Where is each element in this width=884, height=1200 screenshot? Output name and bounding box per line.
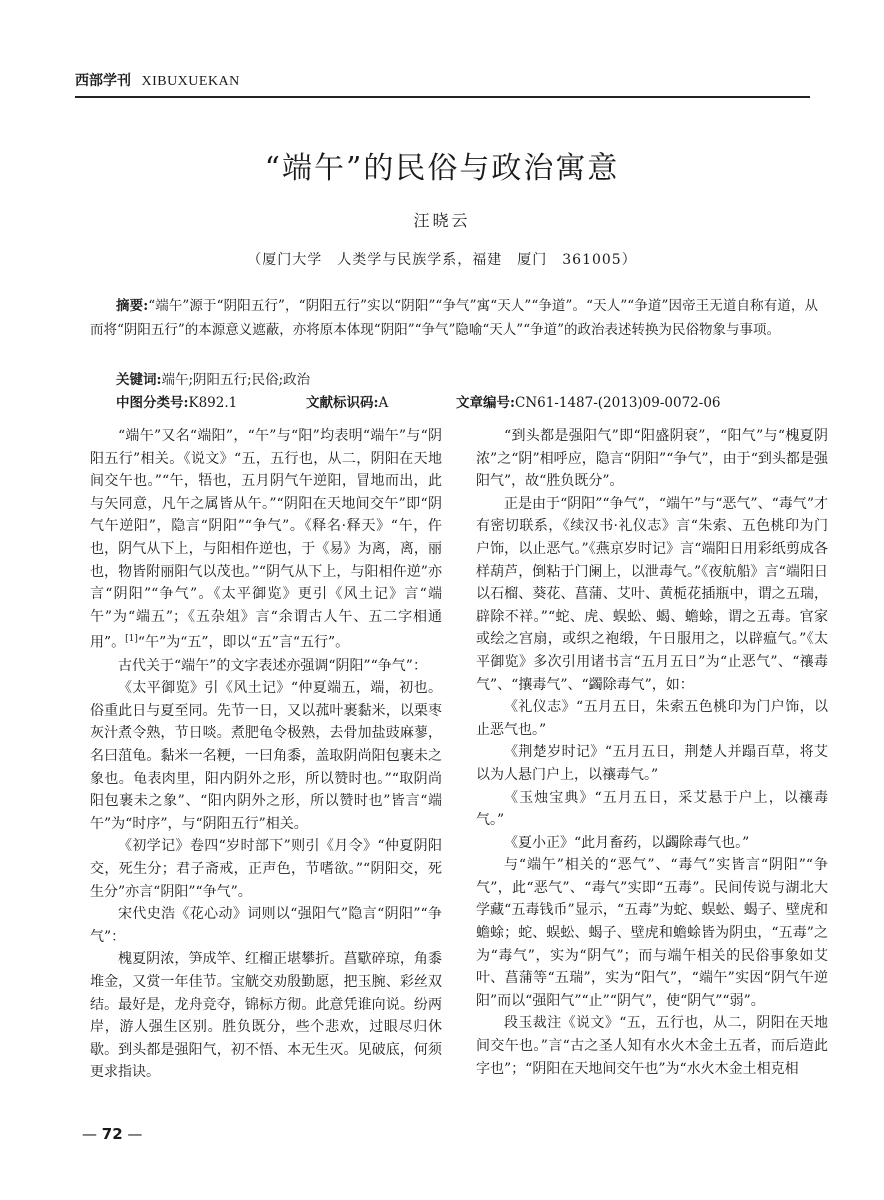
abstract-text: “端午”源于“阴阳五行”，“阴阳五行”实以“阴阳”“争气”寓“天人”“争道”。“天人”“争道”因帝王无道自称有道，从而将“阴阳五行”的本源意义遮蔽，亦将原本体现“阴阳”“争气”隐喻“天人”“争道”的政治表述转换为民俗物象与事项。 [90, 298, 819, 338]
abstract [90, 294, 818, 342]
clc-label: 中图分类号: [116, 395, 189, 411]
paragraph: 《太平御览》引《风土记》“仲夏端五，端，初也。俗重此日与夏至同。先节一日，又以菰叶裹黏米，以栗枣灰汁煮令熟，节日啖。煮肥龟令极熟，去骨加盐豉麻蓼，名曰菹龟。黏米一名粳，一曰角黍，盖取阴尚阳包裹未之象也。龟表肉里，阳内阴外之形，所以赞时也。”“取阴尚阳包裹未之象”、“阳内阴外之形，所以赞时也”皆言“端午”为“时序”，与“阴阳五行”相关。 [90, 680, 442, 832]
article-title: “端午”的民俗与政治寓意 [264, 151, 620, 186]
keywords [116, 369, 310, 391]
paragraph: 《夏小正》“此月畜药，以蠲除毒气也。” [504, 834, 750, 851]
body-column-left [90, 425, 442, 1084]
paragraph-text: “端午”又名“端阳”，“午”与“阳”均表明“端午”与“阴阳五行”相关。《说文》“五，五行也，从二，阴阳在天地间交午也。”“午，牾也，五月阴气午逆阳，冒地而出，此与矢同意，凡午之属皆从午。”“阴阳在天地间交午”即“阴气午逆阳”，隐言“阴阳”“争气”。《释名·释天》“午，仵也，阴气从下上，与阳相仵逆也，于《易》为离，离，丽也，物皆附丽阳气以茂也。”“阴气从下上，与阳相仵逆”亦言“阴阳”“争气”。《太平御览》更引《风土记》言“端午”为“端五”；《五杂俎》言“余谓古人午、五二字相通用”。 [90, 428, 442, 651]
paragraph: 槐夏阴浓，笋成竿、红榴正堪攀折。菖歜碎琼，角黍堆金，又赏一年佳节。宝觥交劝殷勤愿，把玉腕、彩丝双结。最好是，龙舟竞夺，锦标方彻。此意凭谁向说。纷两岸，游人强生区别。胜负既分，些个悲欢，过眼尽归休歇。到头都是强阳气，初不悟、本无生灭。见破底，何须更求指诀。 [90, 951, 442, 1081]
running-header [75, 70, 810, 98]
clc-value: K892.1 [188, 395, 238, 411]
clc-number [116, 392, 237, 414]
paragraph: 《初学记》卷四“岁时部下”则引《月令》“仲夏阴阳交，死生分；君子斋戒，正声色，节嗜欲。”“阴阳交，死生分”亦言“阴阳”“争气”。 [90, 838, 442, 900]
paragraph: 段玉裁注《说文》“五，五行也，从二，阴阳在天地间交午也。”言“古之圣人知有水火木金土五者，而后造此字也”；“阴阳在天地间交午也”为“水火木金土相克相 [476, 1015, 828, 1077]
paragraph: 《荆楚岁时记》“五月五日，荆楚人并蹋百草，将艾以为人悬门户上，以禳毒气。” [476, 744, 828, 783]
body-column-right [476, 425, 828, 1080]
journal-name-en: XIBUXUEKAN [141, 74, 240, 89]
journal-name-cn: 西部学刊 [75, 73, 131, 89]
paragraph [90, 425, 442, 655]
art-label: 文章编号: [456, 395, 515, 411]
page-number: — 72 — [82, 1125, 143, 1143]
doc-label: 文献标识码: [306, 395, 379, 411]
abstract-label: 摘要: [116, 298, 149, 314]
art-value: CN61-1487-(2013)09-0072-06 [514, 395, 721, 411]
author-affiliation: （厦门大学 人类学与民族学系，福建 厦门 361005） [247, 252, 637, 268]
paragraph: “到头都是强阳气”即“阳盛阴衰”，“阳气”与“槐夏阴浓”之“阴”相呼应，隐言“阴阳”“争气”，由于“到头都是强阳气”，故“胜负既分”。 [476, 428, 828, 490]
paragraph: 宋代史浩《花心动》词则以“强阳气”隐言“阴阳”“争气”： [90, 906, 442, 945]
article-number [456, 392, 721, 414]
citation-marker: [1] [125, 634, 138, 645]
keywords-label: 关键词: [116, 372, 162, 388]
paragraph: 与“端午”相关的“恶气”、“毒气”实皆言“阴阳”“争气”，此“恶气”、“毒气”实即“五毒”。民间传说与湖北大学藏“五毒钱币”显示，“五毒”为蛇、蜈蚣、蝎子、壁虎和蟾蜍；蛇、蜈蚣、蝎子、壁虎和蟾蜍皆为阴虫，“五毒”之为“毒气”，实为“阴气”；而与端午相关的民俗事象如艾叶、菖蒲等“五瑞”，实为“阳气”，“端午”实因“阴气午逆阳”而以“强阳气”“止”“阴气”，使“阴气”“弱”。 [476, 857, 828, 1009]
doc-code [306, 392, 388, 414]
paragraph: 《礼仪志》“五月五日，朱索五色桃印为门户饰，以止恶气也。” [476, 699, 828, 738]
paragraph: 古代关于“端午”的文字表述亦强调“阴阳”“争气”： [118, 657, 427, 674]
keywords-text: 端午;阴阳五行;民俗;政治 [161, 372, 311, 388]
doc-value: A [378, 395, 389, 411]
paragraph: 《玉烛宝典》“五月五日，采艾悬于户上，以禳毒气。” [476, 789, 828, 829]
paragraph-text: “午”为“五”，即以“五”言“五行”。 [137, 635, 350, 651]
page-number-value: 72 [101, 1125, 123, 1143]
author-name: 汪晓云 [413, 211, 471, 230]
paragraph: 正是由于“阴阳”“争气”，“端午”与“恶气”、“毒气”才有密切联系，《续汉书·礼仪志》言“朱索、五色桃印为门户饰，以止恶气。”《燕京岁时记》言“端阳日用彩纸剪成各样葫芦，倒粘于门阑上，以泄毒气。”《夜航船》言“端阳日以石榴、葵花、菖蒲、艾叶、黄栀花插瓶中，谓之五瑞，辟除不祥。”“蛇、虎、蜈蚣、蝎、蟾蜍，谓之五毒。官家或绘之宫扇，或织之袍缎，午日服用之，以辟瘟气。”《太平御览》多次引用诸书言“五月五日”为“止恶气”、“禳毒气”、“攘毒气”、“蠲除毒气”，如： [476, 495, 828, 693]
